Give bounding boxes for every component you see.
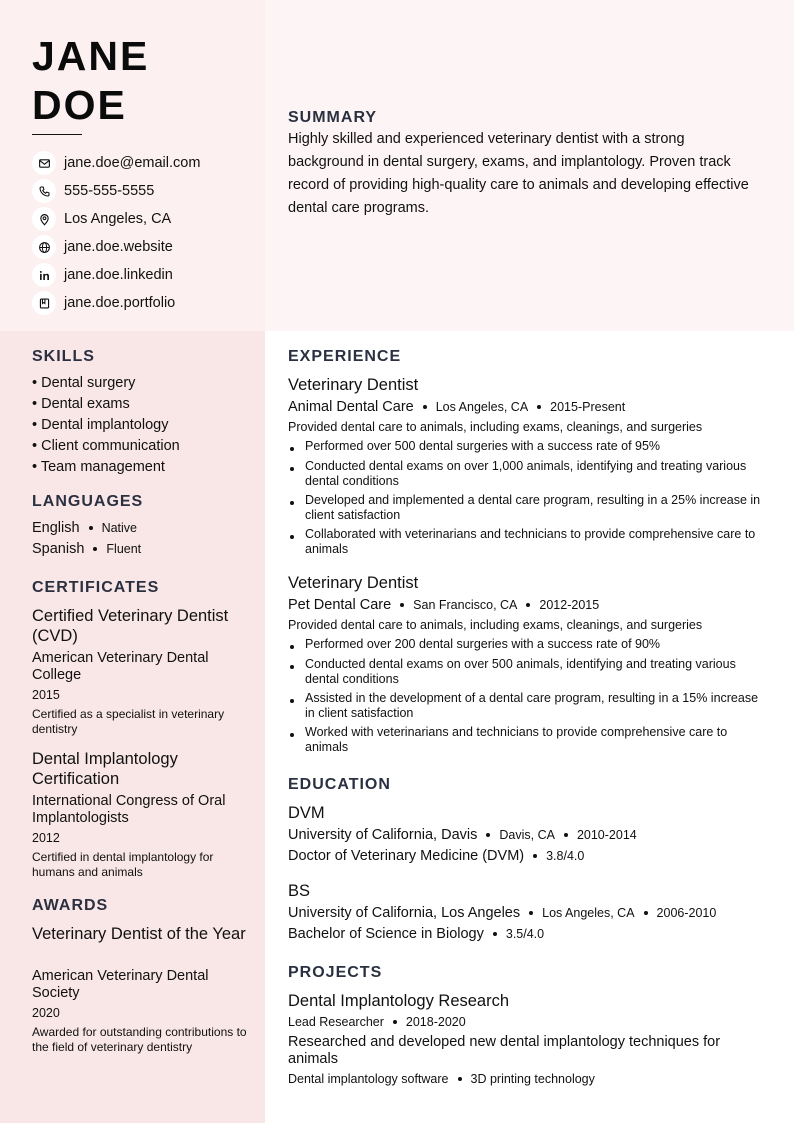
skill-item: • Dental exams [32,396,130,412]
certificate-title: Certified Veterinary Dentist (CVD) [32,607,229,645]
award-title: Veterinary Dentist of the Year [32,925,246,943]
company-name: Animal Dental Care [288,399,414,415]
language-item [32,541,141,557]
summary-text: Highly skilled and experienced veterinary dentist with a strong background in dental surgery, exams, and implantology. Proven track record of providing high-quality care to animals and developing effective dental care programs. [288,131,749,216]
degree-field: Bachelor of Science in Biology [288,926,484,942]
certificate-description: Certified in dental implantology for humans and animals [32,850,214,879]
school-dates: 2006-2010 [656,906,717,920]
award-issuer: American Veterinary Dental Society [32,968,209,1001]
language-level: Fluent [106,542,142,556]
job-dates: 2012-2015 [539,598,600,612]
language-name: Spanish [32,541,85,557]
separator-dot [644,911,648,915]
skill-item: • Client communication [32,438,180,454]
skill-item: • Team management [32,459,165,475]
projects-heading: PROJECTS [288,964,383,981]
last-name: DOE [32,82,127,128]
contact-phone[interactable] [32,179,257,203]
location-icon [32,207,56,231]
job-bullet: Conducted dental exams on over 500 animals, identifying and treating various dental conditions [288,657,763,687]
certificate-year: 2012 [32,831,60,845]
school-meta [288,827,637,843]
separator-dot [493,932,497,936]
portfolio-icon [32,291,56,315]
job-meta [288,399,625,415]
degree-title: DVM [288,804,325,822]
degree-gpa: 3.5/4.0 [505,927,545,941]
separator-dot [458,1077,462,1081]
project-role: Lead Researcher [288,1015,384,1029]
globe-icon [32,235,56,259]
separator-dot [93,547,97,551]
job-bullet: Collaborated with veterinarians and technicians to provide comprehensive care to animals [288,527,763,557]
degree-title: BS [288,882,311,900]
separator-dot [529,911,533,915]
project-dates: 2018-2020 [405,1015,466,1029]
school-location: Davis, CA [499,828,555,842]
email-icon [32,151,56,175]
certificates-heading: CERTIFICATES [32,579,160,596]
job-meta [288,597,599,613]
project-meta [288,1015,466,1029]
job-description: Provided dental care to animals, including exams, cleanings, and surgeries [288,420,703,434]
award-year: 2020 [32,1006,60,1020]
contact-phone-text: 555-555-5555 [64,183,155,199]
separator-dot [564,833,568,837]
first-name: JANE [32,33,150,79]
certificate-description: Certified as a specialist in veterinary dentistry [32,707,225,736]
company-name: Pet Dental Care [288,597,392,613]
separator-dot [537,405,541,409]
degree-meta [288,926,544,942]
separator-dot [526,603,530,607]
contact-portfolio-text: jane.doe.portfolio [64,295,176,311]
job-bullet: Developed and implemented a dental care program, resulting in a 25% increase in client satisfaction [288,493,763,523]
contact-email-text: jane.doe@email.com [64,155,201,171]
job-bullet: Worked with veterinarians and technicians to provide comprehensive care to animals [288,725,763,755]
separator-dot [486,833,490,837]
job-bullet: Conducted dental exams on over 1,000 animals, identifying and treating various dental conditions [288,459,763,489]
education-heading: EDUCATION [288,776,391,793]
award-description: Awarded for outstanding contributions to the field of veterinary dentistry [32,1025,247,1054]
degree-field: Doctor of Veterinary Medicine (DVM) [288,848,525,864]
separator-dot [393,1020,397,1024]
project-tools [288,1072,595,1086]
skill-item: • Dental implantology [32,417,169,433]
contact-email[interactable] [32,151,257,175]
job-location: Los Angeles, CA [435,400,529,414]
separator-dot [423,405,427,409]
certificate-year: 2015 [32,688,60,702]
contact-website[interactable] [32,235,257,259]
school-location: Los Angeles, CA [542,906,635,920]
job-bullet: Performed over 500 dental surgeries with a success rate of 95% [288,439,763,454]
skills-heading: SKILLS [32,348,95,365]
job-title: Veterinary Dentist [288,376,419,394]
experience-heading: EXPERIENCE [288,348,402,365]
project-title: Dental Implantology Research [288,992,510,1010]
awards-heading: AWARDS [32,897,109,914]
project-description: Researched and developed new dental implantology techniques for animals [288,1034,721,1067]
job-bullet: Assisted in the development of a dental care program, resulting in a 15% increase in client satisfaction [288,691,763,721]
project-tool: Dental implantology software [288,1072,449,1086]
separator-dot [89,526,93,530]
job-dates: 2015-Present [550,400,626,414]
separator-dot [400,603,404,607]
contact-linkedin[interactable] [32,263,257,287]
contact-linkedin-text: jane.doe.linkedin [64,267,173,283]
full-name [32,32,149,130]
school-dates: 2010-2014 [576,828,637,842]
separator-dot [533,854,537,858]
certificate-issuer: American Veterinary Dental College [32,650,209,683]
job-bullet: Performed over 200 dental surgeries with a success rate of 90% [288,637,763,652]
language-level: Native [101,521,137,535]
summary-heading: SUMMARY [288,109,378,126]
skill-item: • Dental surgery [32,375,136,391]
school-name: University of California, Los Angeles [288,905,521,921]
languages-heading: LANGUAGES [32,493,144,510]
school-meta [288,905,716,921]
linkedin-icon [32,263,56,287]
name-divider [32,134,82,135]
degree-gpa: 3.8/4.0 [546,849,585,863]
school-name: University of California, Davis [288,827,478,843]
certificate-title: Dental Implantology Certification [32,750,178,788]
language-item [32,520,137,536]
contact-website-text: jane.doe.website [64,239,173,255]
certificate-issuer: International Congress of Oral Implantologists [32,793,226,826]
contact-location [32,207,257,231]
degree-meta [288,848,584,864]
job-description: Provided dental care to animals, including exams, cleanings, and surgeries [288,618,703,632]
contact-location-text: Los Angeles, CA [64,211,172,227]
project-tool: 3D printing technology [470,1072,595,1086]
phone-icon [32,179,56,203]
job-title: Veterinary Dentist [288,574,419,592]
contact-portfolio[interactable] [32,291,257,315]
language-name: English [32,520,80,536]
job-location: San Francisco, CA [413,598,518,612]
